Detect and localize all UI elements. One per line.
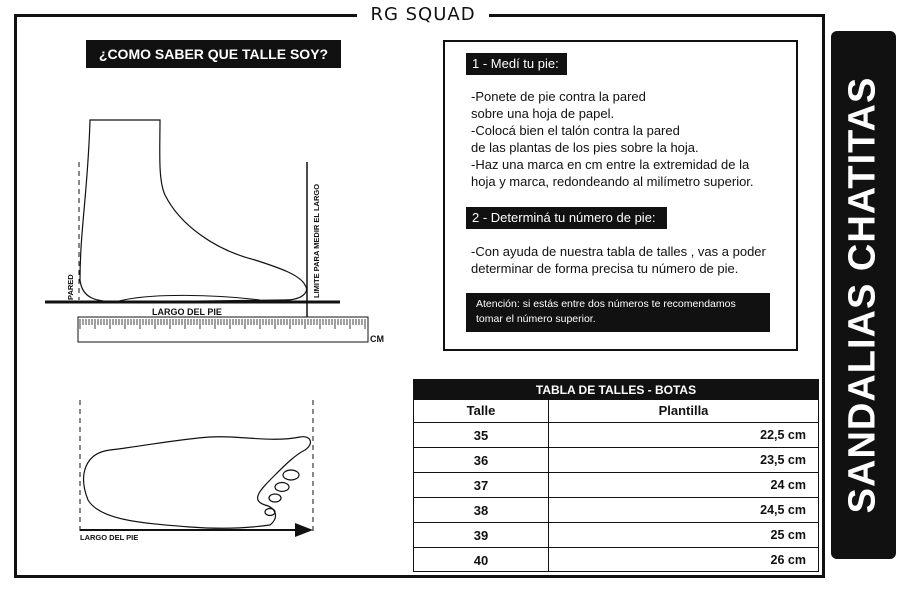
table-row (414, 497, 818, 522)
foot-sole-outline (84, 437, 311, 529)
ruler (78, 317, 368, 342)
length-label-top: LARGO DEL PIE (152, 307, 222, 317)
size-cell: 40 (414, 548, 549, 572)
toe-2 (283, 470, 299, 480)
col-header-size: Talle (414, 400, 549, 422)
step1-title: 1 - Medí tu pie: (466, 53, 567, 75)
toe-3 (275, 483, 289, 492)
foot-outline (80, 120, 306, 302)
length-arrow-head (295, 523, 313, 537)
size-cell: 36 (414, 448, 549, 472)
limit-label: LIMITE PARA MEDIR EL LARGO (312, 183, 321, 298)
guide-title: ¿COMO SABER QUE TALLE SOY? (86, 40, 341, 68)
table-title: TABLA DE TALLES - BOTAS (414, 380, 818, 400)
col-header-insole: Plantilla (658, 403, 709, 418)
brand-name: RG SQUAD (357, 2, 489, 28)
insole-cell: 23,5 cm (760, 453, 806, 467)
wall-label: PARED (66, 274, 75, 300)
attention-note: Atención: si estás entre dos números te recomendamos tomar el número superior. (466, 293, 770, 332)
size-table (413, 379, 819, 572)
insole-cell: 26 cm (770, 553, 806, 567)
size-cell: 35 (414, 423, 549, 447)
table-row (414, 547, 818, 572)
toe-5 (265, 509, 275, 516)
step1-text: -Ponete de pie contra la pared sobre una hoja de papel. -Colocá bien el talón contra la pared de las plantas de los pies sobre la hoja. -Haz una marca en cm entre la extremidad de la hoja y marca, redondeando al milímetro superior. (471, 89, 754, 189)
table-row (414, 422, 818, 447)
length-label-bottom: LARGO DEL PIE (80, 533, 139, 542)
table-row (414, 472, 818, 497)
foot-top-diagram (70, 395, 330, 545)
size-cell: 39 (414, 523, 549, 547)
size-cell: 38 (414, 498, 549, 522)
insole-cell: 25 cm (770, 528, 806, 542)
step2-title: 2 - Determiná tu número de pie: (466, 207, 667, 229)
size-cell: 37 (414, 473, 549, 497)
toe-4 (269, 494, 281, 502)
table-row (414, 447, 818, 472)
insole-cell: 24,5 cm (760, 503, 806, 517)
side-title: SANDALIAS CHATITAS (841, 76, 884, 514)
step2-text: -Con ayuda de nuestra tabla de talles , vas a poder determinar de forma precisa tu número de pie. (471, 244, 766, 276)
table-row (414, 522, 818, 547)
cm-label: CM (370, 334, 384, 344)
insole-cell: 22,5 cm (760, 428, 806, 442)
insole-cell: 24 cm (770, 478, 806, 492)
